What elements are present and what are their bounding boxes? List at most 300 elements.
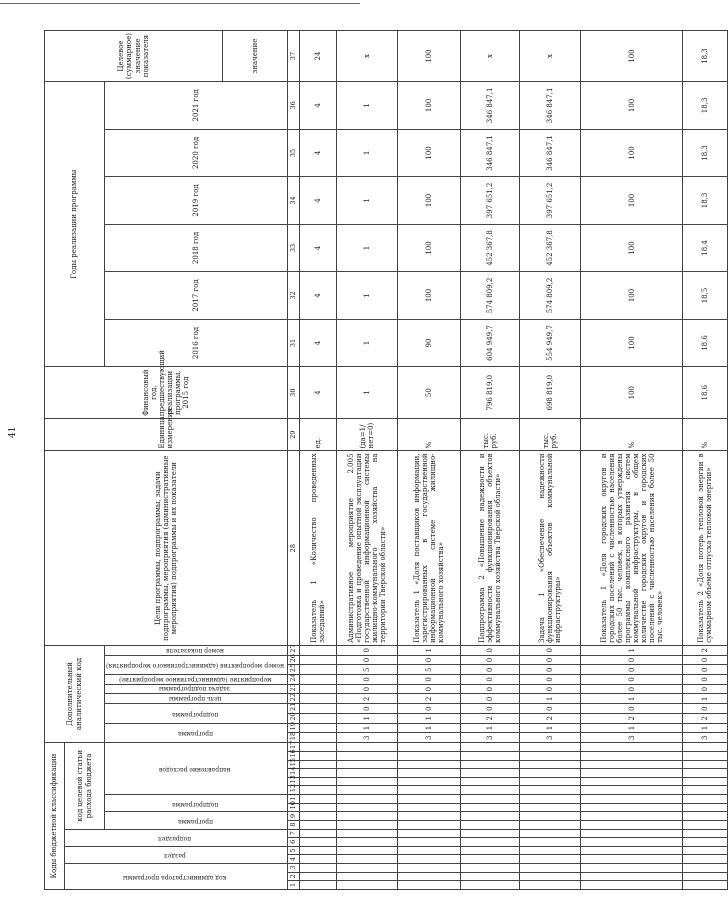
code-cell	[683, 760, 728, 769]
code-cell	[300, 881, 337, 890]
fin-year-value-cell: 1	[336, 367, 397, 419]
code-cell: 0	[461, 655, 520, 665]
row-name-cell: Подпрограмма 2 «Повышение надежности и эффективности функционирования объектов коммунального хозяйства Тверской области»	[461, 451, 520, 645]
code-cell	[461, 872, 520, 881]
code-cell	[461, 769, 520, 778]
code-cell	[300, 855, 337, 864]
year-value-cell: 1	[336, 177, 397, 225]
code-cell	[300, 777, 337, 786]
code-cell	[397, 752, 460, 761]
target-value-cell: 100	[581, 31, 683, 82]
code-cell	[520, 760, 581, 769]
code-cell	[461, 838, 520, 847]
code-cell	[397, 855, 460, 864]
year-value-cell: 100	[581, 319, 683, 367]
code-cell	[461, 881, 520, 890]
year-value-cell: 100	[397, 82, 460, 130]
code-cell: 3	[336, 733, 397, 743]
code-cell: 5	[336, 665, 397, 675]
code-cell	[300, 655, 337, 665]
top-rule	[0, 3, 360, 4]
code-cell: 2	[683, 713, 728, 723]
code-cell: 3	[461, 733, 520, 743]
code-cell: 1	[397, 645, 460, 655]
year-value-cell: 100	[397, 177, 460, 225]
code-cell: 0	[581, 704, 683, 714]
code-cell: 0	[520, 675, 581, 685]
target-value-cell: 100	[397, 31, 460, 82]
year-value-cell: 4	[300, 177, 337, 225]
year-value-cell: 100	[581, 224, 683, 272]
code-cell	[461, 743, 520, 752]
code-cell: 0	[336, 675, 397, 685]
code-cell: 5	[397, 665, 460, 675]
code-cell	[683, 846, 728, 855]
an-measure-header: мероприятие (административное мероприятие)	[105, 675, 288, 685]
code-cell	[581, 855, 683, 864]
year-value-cell: 18,3	[683, 177, 728, 225]
target-value-subheader: значение	[223, 31, 288, 82]
code-cell: 2	[336, 694, 397, 704]
code-cell	[461, 777, 520, 786]
code-cell	[683, 803, 728, 812]
code-cell	[397, 881, 460, 890]
target-value-header: Целевое (суммарное) значение показателя	[45, 31, 223, 82]
code-cell	[683, 777, 728, 786]
code-cell	[397, 760, 460, 769]
year-2017-header: 2017 год	[105, 272, 288, 320]
code-cell	[300, 713, 337, 723]
unit-cell: %	[683, 419, 728, 451]
an-program-header: программа	[105, 723, 288, 742]
analytic-code-header: Дополнительный аналитический код	[45, 645, 105, 742]
target-value-cell: x	[336, 31, 397, 82]
code-cell	[461, 812, 520, 821]
row-name-cell: Показатель 1 «Доля городских округов и городских поселений с численностью населения более 50 тыс. человек, в которых утверждены программы комплексного развития систем коммунальной инфраструктуры, в общем количестве городских округов и городских поселений с численностью населения более 50 тыс. человек»	[581, 451, 683, 645]
code-cell: 0	[520, 645, 581, 655]
code-cell	[683, 881, 728, 890]
year-value-cell: 452 367,8	[520, 224, 581, 272]
code-cell	[300, 821, 337, 830]
code-cell	[683, 855, 728, 864]
code-cell	[397, 829, 460, 838]
table-row	[300, 31, 337, 890]
code-cell: 0	[683, 684, 728, 694]
code-cell	[300, 733, 337, 743]
code-cell	[581, 872, 683, 881]
code-cell	[461, 829, 520, 838]
code-cell: 2	[461, 713, 520, 723]
an-task-header: задача подпрограммы	[105, 684, 288, 694]
unit-header: Единица измерения	[45, 419, 288, 451]
row-name-cell: Показатель 1 «Доля поставщиков информации, зарегистрированных в государственной информационной системе жилищно-коммунального хозяйства»	[397, 451, 460, 645]
fin-year-value-cell: 796 819,0	[461, 367, 520, 419]
table-row	[336, 31, 397, 890]
code-cell	[336, 855, 397, 864]
year-value-cell: 346 847,1	[461, 82, 520, 130]
unit-cell: %	[581, 419, 683, 451]
code-cell: 0	[461, 684, 520, 694]
code-cell	[336, 821, 397, 830]
year-value-cell: 397 651,2	[520, 177, 581, 225]
page-number: 41	[8, 426, 18, 438]
year-value-cell: 4	[300, 129, 337, 177]
year-2020-header: 2020 год	[105, 129, 288, 177]
code-cell: 1	[397, 713, 460, 723]
year-value-cell: 604 949,7	[461, 319, 520, 367]
code-cell	[397, 786, 460, 795]
year-2018-header: 2018 год	[105, 224, 288, 272]
unit-cell: тыс. руб.	[520, 419, 581, 451]
year-value-cell: 4	[300, 319, 337, 367]
an-indicator-header: номер показателя	[105, 645, 288, 655]
code-cell: 0	[683, 675, 728, 685]
code-cell: 1	[581, 723, 683, 733]
unit-cell: ед.	[300, 419, 337, 451]
goals-header: Цели программы, подпрограммы, задачи подпрограммы, мероприятия (административные мероприятия) подпрограммы и их показатели	[45, 451, 288, 645]
code-cell	[581, 769, 683, 778]
code-cell	[520, 855, 581, 864]
code-cell	[520, 769, 581, 778]
code-cell	[461, 786, 520, 795]
year-2021-header: 2021 год	[105, 82, 288, 130]
code-cell: 0	[683, 655, 728, 665]
code-cell	[336, 812, 397, 821]
year-value-cell: 452 367,8	[461, 224, 520, 272]
year-value-cell: 397 651,2	[461, 177, 520, 225]
code-cell	[336, 881, 397, 890]
code-cell	[683, 864, 728, 873]
year-value-cell: 100	[581, 82, 683, 130]
an-subprogram-header: подпрограмма	[105, 704, 288, 723]
code-cell: 0	[336, 655, 397, 665]
code-cell	[397, 864, 460, 873]
year-value-cell: 100	[581, 272, 683, 320]
code-cell	[520, 821, 581, 830]
code-cell	[581, 821, 683, 830]
code-cell	[397, 821, 460, 830]
code-cell: 0	[520, 684, 581, 694]
code-cell	[520, 752, 581, 761]
code-cell: 0	[397, 655, 460, 665]
code-cell	[581, 838, 683, 847]
code-cell	[461, 803, 520, 812]
code-cell	[520, 743, 581, 752]
code-cell	[336, 769, 397, 778]
code-cell: 1	[581, 645, 683, 655]
code-cell: 1	[461, 723, 520, 733]
code-cell: 0	[397, 675, 460, 685]
code-cell	[520, 795, 581, 804]
unit-cell: (да=1/нет=0)	[336, 419, 397, 451]
code-cell	[520, 777, 581, 786]
target-value-cell: x	[520, 31, 581, 82]
code-cell: 0	[336, 704, 397, 714]
code-cell: 1	[397, 723, 460, 733]
code-cell	[461, 855, 520, 864]
code-cell: 0	[520, 704, 581, 714]
table-row	[461, 31, 520, 890]
year-2019-header: 2019 год	[105, 177, 288, 225]
code-cell	[683, 821, 728, 830]
code-cell	[581, 803, 683, 812]
year-value-cell: 100	[397, 224, 460, 272]
year-value-cell: 346 847,1	[461, 129, 520, 177]
code-cell	[397, 846, 460, 855]
code-cell	[336, 760, 397, 769]
fin-year-value-cell: 18,6	[683, 367, 728, 419]
year-value-cell: 18,4	[683, 224, 728, 272]
code-cell	[300, 786, 337, 795]
subprogram-code-header: подпрограмма	[105, 795, 288, 812]
code-cell	[300, 838, 337, 847]
code-cell: 0	[461, 665, 520, 675]
year-value-cell: 18,5	[683, 272, 728, 320]
code-cell: 3	[397, 733, 460, 743]
code-cell	[300, 846, 337, 855]
direction-code-header: направление расходов	[105, 743, 288, 795]
code-cell	[520, 786, 581, 795]
section-header: раздел	[65, 846, 288, 863]
code-cell	[336, 752, 397, 761]
fin-year-value-cell: 698 819,0	[520, 367, 581, 419]
code-cell	[581, 829, 683, 838]
code-cell	[683, 752, 728, 761]
year-value-cell: 18,6	[683, 319, 728, 367]
row-name-cell: Показатель 1 «Количество проведенных заседаний»	[300, 451, 337, 645]
code-cell	[300, 795, 337, 804]
row-name-cell: Задача 1 «Обеспечение надежности функционирования объектов коммунальной инфраструктуры»	[520, 451, 581, 645]
code-cell: 0	[581, 655, 683, 665]
code-cell	[300, 694, 337, 704]
code-cell	[300, 864, 337, 873]
year-value-cell: 4	[300, 82, 337, 130]
code-cell	[300, 665, 337, 675]
code-cell	[300, 743, 337, 752]
code-cell: 0	[581, 684, 683, 694]
code-cell	[683, 743, 728, 752]
code-cell	[683, 795, 728, 804]
code-cell	[336, 829, 397, 838]
table-row	[581, 31, 683, 890]
code-cell	[683, 812, 728, 821]
year-value-cell: 18,3	[683, 129, 728, 177]
code-cell: 0	[397, 684, 460, 694]
code-cell: 0	[461, 704, 520, 714]
code-cell	[300, 803, 337, 812]
budget-codes-header: Коды бюджетной классификации	[45, 743, 65, 890]
code-cell	[683, 786, 728, 795]
table-row	[397, 31, 460, 890]
year-value-cell: 554 949,7	[520, 319, 581, 367]
year-value-cell: 1	[336, 224, 397, 272]
code-cell	[581, 760, 683, 769]
code-cell: 0	[581, 675, 683, 685]
year-value-cell: 1	[336, 319, 397, 367]
fin-year-header: Финансовый год, предшествующий реализации программы, 2015 год	[45, 367, 288, 419]
code-cell	[300, 752, 337, 761]
code-cell	[683, 769, 728, 778]
year-value-cell: 574 809,2	[461, 272, 520, 320]
year-value-cell: 18,3	[683, 82, 728, 130]
code-cell	[300, 760, 337, 769]
code-cell	[461, 795, 520, 804]
rotated-table-wrapper	[44, 30, 714, 890]
years-header: Годы реализации программы	[45, 82, 105, 367]
code-cell	[397, 743, 460, 752]
year-value-cell: 100	[581, 177, 683, 225]
code-cell: 2	[520, 713, 581, 723]
code-cell	[336, 838, 397, 847]
code-cell	[581, 881, 683, 890]
row-name-cell: Показатель 2 «Доля потерь тепловой энергии в суммарном объеме отпуска тепловой энергии»	[683, 451, 728, 645]
code-cell: 3	[581, 733, 683, 743]
code-cell: 0	[461, 675, 520, 685]
code-cell	[300, 675, 337, 685]
code-cell: 0	[520, 655, 581, 665]
year-value-cell: 100	[581, 129, 683, 177]
code-cell	[397, 777, 460, 786]
code-cell: 0	[581, 665, 683, 675]
code-cell	[520, 838, 581, 847]
code-cell	[336, 743, 397, 752]
code-cell	[683, 838, 728, 847]
year-value-cell: 100	[397, 129, 460, 177]
year-value-cell: 574 809,2	[520, 272, 581, 320]
code-cell	[683, 829, 728, 838]
program-indicators-table	[44, 30, 728, 890]
code-cell	[581, 786, 683, 795]
table-row	[520, 31, 581, 890]
code-cell: 3	[683, 733, 728, 743]
code-cell	[397, 838, 460, 847]
target-value-cell: 18,3	[683, 31, 728, 82]
year-value-cell: 1	[336, 272, 397, 320]
year-value-cell: 100	[397, 272, 460, 320]
code-cell: 0	[336, 684, 397, 694]
code-cell	[300, 769, 337, 778]
code-cell	[581, 795, 683, 804]
year-2016-header: 2016 год	[105, 319, 288, 367]
rotated-sheet	[44, 30, 714, 890]
code-cell	[520, 829, 581, 838]
code-cell	[336, 786, 397, 795]
code-cell	[520, 864, 581, 873]
code-cell	[461, 846, 520, 855]
fin-year-value-cell: 100	[581, 367, 683, 419]
code-cell	[520, 812, 581, 821]
table-row	[683, 31, 728, 890]
code-cell: 0	[461, 645, 520, 655]
code-cell	[300, 645, 337, 655]
code-cell	[336, 803, 397, 812]
fin-year-value-cell: 50	[397, 367, 460, 419]
code-cell	[397, 812, 460, 821]
code-cell	[581, 864, 683, 873]
code-cell: 2	[581, 713, 683, 723]
code-cell	[581, 743, 683, 752]
code-cell: 0	[461, 694, 520, 704]
an-goal-header: цель программы	[105, 694, 288, 704]
code-cell	[336, 777, 397, 786]
code-cell: 1	[683, 694, 728, 704]
code-cell	[581, 812, 683, 821]
year-value-cell: 1	[336, 129, 397, 177]
code-cell	[461, 864, 520, 873]
code-cell	[520, 872, 581, 881]
code-cell	[581, 752, 683, 761]
year-value-cell: 90	[397, 319, 460, 367]
code-cell: 0	[683, 704, 728, 714]
code-cell	[581, 777, 683, 786]
code-cell	[397, 803, 460, 812]
code-cell	[300, 723, 337, 733]
admin-code-header: код администратора программы	[65, 864, 288, 890]
code-cell: 3	[520, 733, 581, 743]
code-cell	[683, 872, 728, 881]
code-cell	[520, 803, 581, 812]
code-cell	[336, 872, 397, 881]
code-cell: 2	[683, 645, 728, 655]
code-cell	[461, 752, 520, 761]
code-cell	[300, 704, 337, 714]
code-cell	[397, 795, 460, 804]
code-cell: 1	[683, 723, 728, 733]
code-cell	[461, 821, 520, 830]
code-cell	[397, 769, 460, 778]
code-cell: 1	[520, 694, 581, 704]
unit-cell: тыс. руб.	[461, 419, 520, 451]
code-cell	[336, 795, 397, 804]
year-value-cell: 4	[300, 272, 337, 320]
year-value-cell: 1	[336, 82, 397, 130]
code-cell	[300, 812, 337, 821]
code-cell	[300, 829, 337, 838]
year-value-cell: 346 847,1	[520, 129, 581, 177]
code-cell: 0	[397, 704, 460, 714]
subsection-header: подраздел	[65, 829, 288, 846]
code-cell: 0	[520, 665, 581, 675]
code-cell: 2	[397, 694, 460, 704]
unit-cell: %	[397, 419, 460, 451]
code-cell	[520, 846, 581, 855]
column-number-row: 1 2 3 4 5 6 7 8 9 10 11 12 13 14 15 16 17 18 19 20 21 22 23 24 25 26 27 28 29 30 31 32 33 34 35 36 37	[288, 31, 300, 890]
code-cell: 1	[336, 723, 397, 733]
code-cell	[300, 684, 337, 694]
an-measure-no-header: номер мероприятия (административного мероприятия)	[105, 655, 288, 674]
code-cell	[336, 864, 397, 873]
code-cell	[520, 881, 581, 890]
code-cell: 0	[336, 645, 397, 655]
code-cell: 1	[581, 694, 683, 704]
target-code-header: код целевой статьи расхода бюджета	[65, 743, 105, 830]
code-cell	[581, 846, 683, 855]
code-cell	[336, 846, 397, 855]
fin-year-value-cell: 4	[300, 367, 337, 419]
code-cell	[461, 760, 520, 769]
target-value-cell: x	[461, 31, 520, 82]
year-value-cell: 346 847,1	[520, 82, 581, 130]
code-cell: 1	[520, 723, 581, 733]
code-cell: 1	[336, 713, 397, 723]
year-value-cell: 4	[300, 224, 337, 272]
code-cell	[300, 872, 337, 881]
code-cell	[397, 872, 460, 881]
code-cell: 0	[683, 665, 728, 675]
target-value-cell: 24	[300, 31, 337, 82]
row-name-cell: Административное мероприятие 2.005 «Подготовка и проведение опытной эксплуатации государственной информационной системы жилищно-коммунального хозяйства на территории Тверской области»	[336, 451, 397, 645]
program-code-header: программа	[105, 812, 288, 829]
